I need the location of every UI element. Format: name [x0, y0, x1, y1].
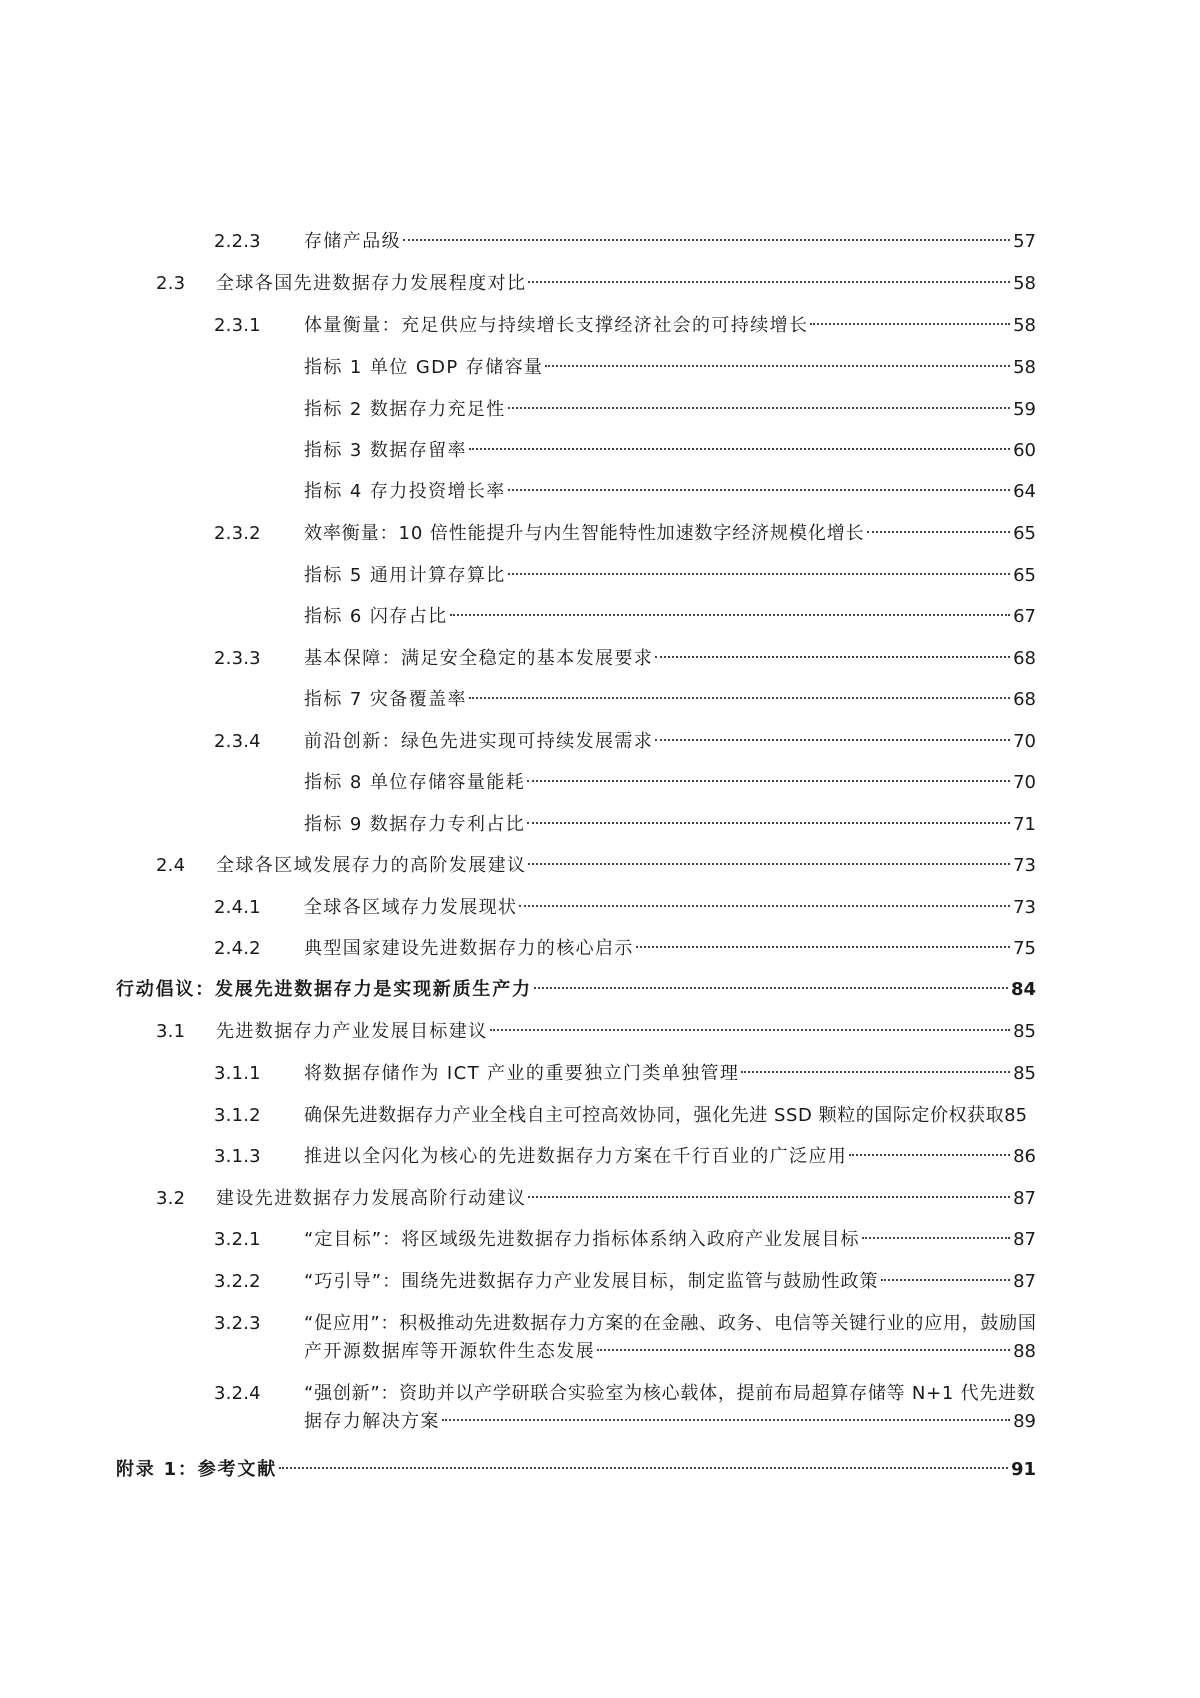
- toc-entry-indicator-3[interactable]: [0, 437, 1200, 465]
- dot-leader: [545, 365, 1010, 367]
- toc-page-number: 58: [1013, 315, 1036, 336]
- toc-number: 2.2.3: [214, 231, 261, 252]
- toc-entry-3-1-3[interactable]: [0, 1143, 1200, 1171]
- toc-title: 指标 4 存力投资增长率: [304, 481, 506, 502]
- toc-entry-3-2[interactable]: [0, 1185, 1200, 1213]
- dot-leader: [528, 863, 1010, 865]
- toc-page-number: 73: [1013, 855, 1036, 876]
- toc-page-number: 87: [1013, 1271, 1036, 1292]
- toc-number: 2.4: [156, 855, 186, 876]
- toc-title-continued: 产开源数据库等开源软件生态发展: [304, 1341, 595, 1362]
- toc-entry-indicator-9[interactable]: [0, 811, 1200, 839]
- toc-number: 2.3: [156, 273, 186, 294]
- toc-title: 全球各区域发展存力的高阶发展建议: [216, 855, 527, 876]
- toc-number: 2.3.1: [214, 315, 261, 336]
- dot-leader: [528, 281, 1010, 283]
- toc-title: 建设先进数据存力发展高阶行动建议: [216, 1188, 527, 1209]
- toc-title: 指标 6 闪存占比: [304, 606, 448, 627]
- toc-page-number: 71: [1013, 814, 1036, 835]
- toc-entry-2-3-3[interactable]: [0, 645, 1200, 673]
- dot-leader: [636, 946, 1010, 948]
- toc-page-number: 65: [1013, 523, 1036, 544]
- toc-title: 先进数据存力产业发展目标建议: [216, 1021, 488, 1042]
- toc-title: “强创新”：资助并以产学研联合实验室为核心载体，提前布局超算存储等 N+1 代先进数: [304, 1383, 1036, 1404]
- dot-leader: [810, 323, 1010, 325]
- dot-leader: [527, 780, 1010, 782]
- toc-entry-3-2-1[interactable]: [0, 1226, 1200, 1254]
- toc-entry-indicator-1[interactable]: [0, 354, 1200, 382]
- dot-leader: [519, 905, 1010, 907]
- dot-leader: [655, 656, 1010, 658]
- toc-number: 3.1: [156, 1021, 186, 1042]
- toc-page-number: 57: [1013, 231, 1036, 252]
- toc-page-number: 73: [1013, 897, 1036, 918]
- toc-page-number: 87: [1013, 1188, 1036, 1209]
- toc-page-number: 68: [1013, 648, 1036, 669]
- toc-entry-2-4[interactable]: [0, 852, 1200, 880]
- toc-title: 效率衡量：10 倍性能提升与内生智能特性加速数字经济规模化增长: [304, 523, 865, 544]
- toc-page-number: 58: [1013, 357, 1036, 378]
- toc-entry-indicator-5[interactable]: [0, 562, 1200, 590]
- toc-title: 指标 9 数据存力专利占比: [304, 814, 526, 835]
- toc-title: 典型国家建设先进数据存力的核心启示: [304, 938, 634, 959]
- toc-entry-2-3-4[interactable]: [0, 728, 1200, 756]
- dot-leader: [469, 448, 1010, 450]
- dot-leader: [490, 1029, 1010, 1031]
- toc-page-number: 84: [1010, 979, 1036, 1000]
- toc-page-number: 64: [1013, 481, 1036, 502]
- toc-title: 体量衡量：充足供应与持续增长支撑经济社会的可持续增长: [304, 315, 809, 336]
- dot-leader: [597, 1349, 1010, 1351]
- toc-title: 指标 1 单位 GDP 存储容量: [304, 357, 544, 378]
- toc-title: 指标 3 数据存留率: [304, 440, 467, 461]
- toc-page-number: 59: [1013, 399, 1036, 420]
- dot-leader: [508, 573, 1010, 575]
- toc-title: 全球各国先进数据存力发展程度对比: [216, 273, 527, 294]
- toc-entry-indicator-2[interactable]: [0, 396, 1200, 424]
- toc-title: “巧引导”：围绕先进数据存力产业发展目标，制定监管与鼓励性政策: [304, 1271, 879, 1292]
- toc-number: 2.4.1: [214, 897, 261, 918]
- toc-page-number: 65: [1013, 565, 1036, 586]
- toc-page-number: 85: [1013, 1021, 1036, 1042]
- toc-entry-2-3-1[interactable]: [0, 312, 1200, 340]
- toc-number: 3.2: [156, 1188, 186, 1209]
- toc-entry-2-2-3[interactable]: [0, 228, 1200, 256]
- toc-entry-2-3-2[interactable]: [0, 520, 1200, 548]
- toc-number: 3.1.3: [214, 1146, 261, 1167]
- toc-page-number: 91: [1010, 1459, 1036, 1480]
- dot-leader: [508, 489, 1010, 491]
- dot-leader: [867, 531, 1011, 533]
- toc-title: 基本保障：满足安全稳定的基本发展要求: [304, 648, 654, 669]
- dot-leader: [655, 739, 1010, 741]
- toc-title: 推进以全闪化为核心的先进数据存力方案在千行百业的广泛应用: [304, 1146, 848, 1167]
- toc-title: 附录 1：参考文献: [116, 1459, 277, 1480]
- toc-title: 全球各区域存力发展现状: [304, 897, 518, 918]
- toc-title: 指标 2 数据存力充足性: [304, 399, 506, 420]
- dot-leader: [881, 1279, 1010, 1281]
- toc-page-number: 60: [1013, 440, 1036, 461]
- toc-number: 3.2.4: [214, 1383, 261, 1404]
- dot-leader: [741, 1071, 1010, 1073]
- toc-entry-3-1[interactable]: [0, 1018, 1200, 1046]
- dot-leader: [508, 407, 1010, 409]
- dot-leader: [279, 1467, 1008, 1469]
- toc-entry-2-4-1[interactable]: [0, 894, 1200, 922]
- toc-title: “定目标”：将区域级先进数据存力指标体系纳入政府产业发展目标: [304, 1229, 860, 1250]
- toc-entry-2-4-2[interactable]: [0, 935, 1200, 963]
- toc-page-number: 58: [1013, 273, 1036, 294]
- toc-page-number: 89: [1013, 1411, 1036, 1432]
- dot-leader: [450, 614, 1011, 616]
- dot-leader: [442, 1419, 1010, 1421]
- dot-leader: [862, 1237, 1010, 1239]
- dot-leader: [527, 822, 1010, 824]
- toc-entry-indicator-4[interactable]: [0, 478, 1200, 506]
- toc-number: 3.2.2: [214, 1271, 261, 1292]
- toc-title: 指标 5 通用计算存算比: [304, 565, 506, 586]
- toc-title: 行动倡议：发展先进数据存力是实现新质生产力: [116, 979, 532, 1000]
- toc-title: 将数据存储作为 ICT 产业的重要独立门类单独管理: [304, 1063, 740, 1084]
- dot-leader: [849, 1154, 1010, 1156]
- dot-leader: [534, 987, 1008, 989]
- toc-page-number: 70: [1013, 731, 1036, 752]
- toc-page-number: 68: [1013, 689, 1036, 710]
- toc-appendix-references[interactable]: [0, 1456, 1200, 1484]
- toc-title: 确保先进数据存力产业全栈自主可控高效协同，强化先进 SSD 颗粒的国际定价权获取: [304, 1105, 1005, 1126]
- toc-page-number: 70: [1013, 772, 1036, 793]
- toc-page-number: 85: [1013, 1063, 1036, 1084]
- toc-title: “促应用”：积极推动先进数据存力方案的在金融、政务、电信等关键行业的应用，鼓励国: [304, 1313, 1037, 1334]
- toc-chapter-action-initiative[interactable]: [0, 976, 1200, 1004]
- toc-page-number: 88: [1013, 1341, 1036, 1362]
- dot-leader: [469, 697, 1010, 699]
- toc-number: 3.1.1: [214, 1063, 261, 1084]
- toc-title: 存储产品级: [304, 231, 401, 252]
- toc-page-number: 85: [1004, 1105, 1028, 1126]
- toc-number: 2.3.4: [214, 731, 261, 752]
- toc-number: 3.2.1: [214, 1229, 261, 1250]
- toc-number: 2.3.2: [214, 523, 261, 544]
- toc-title-continued: 据存力解决方案: [304, 1411, 440, 1432]
- toc-entry-2-3[interactable]: [0, 270, 1200, 298]
- toc-entry-3-1-1[interactable]: [0, 1060, 1200, 1088]
- toc-number: 3.1.2: [214, 1105, 261, 1126]
- toc-entry-indicator-6[interactable]: [0, 603, 1200, 631]
- toc-number: 2.3.3: [214, 648, 261, 669]
- toc-title: 前沿创新：绿色先进实现可持续发展需求: [304, 731, 654, 752]
- toc-number: 3.2.3: [214, 1313, 261, 1334]
- toc-number: 2.4.2: [214, 938, 261, 959]
- dot-leader: [528, 1196, 1010, 1198]
- toc-page-number: 75: [1013, 938, 1036, 959]
- toc-entry-3-2-3[interactable]: [0, 1310, 1200, 1368]
- toc-entry-indicator-8[interactable]: [0, 769, 1200, 797]
- toc-entry-3-1-2[interactable]: [0, 1102, 1200, 1130]
- toc-page-number: 87: [1013, 1229, 1036, 1250]
- toc-page-number: 67: [1013, 606, 1036, 627]
- toc-page-number: 86: [1013, 1146, 1036, 1167]
- toc-title: 指标 7 灾备覆盖率: [304, 689, 467, 710]
- toc-entry-3-2-2[interactable]: [0, 1268, 1200, 1296]
- toc-title: 指标 8 单位存储容量能耗: [304, 772, 526, 793]
- toc-entry-indicator-7[interactable]: [0, 686, 1200, 714]
- dot-leader: [403, 239, 1010, 241]
- toc-entry-3-2-4[interactable]: [0, 1380, 1200, 1438]
